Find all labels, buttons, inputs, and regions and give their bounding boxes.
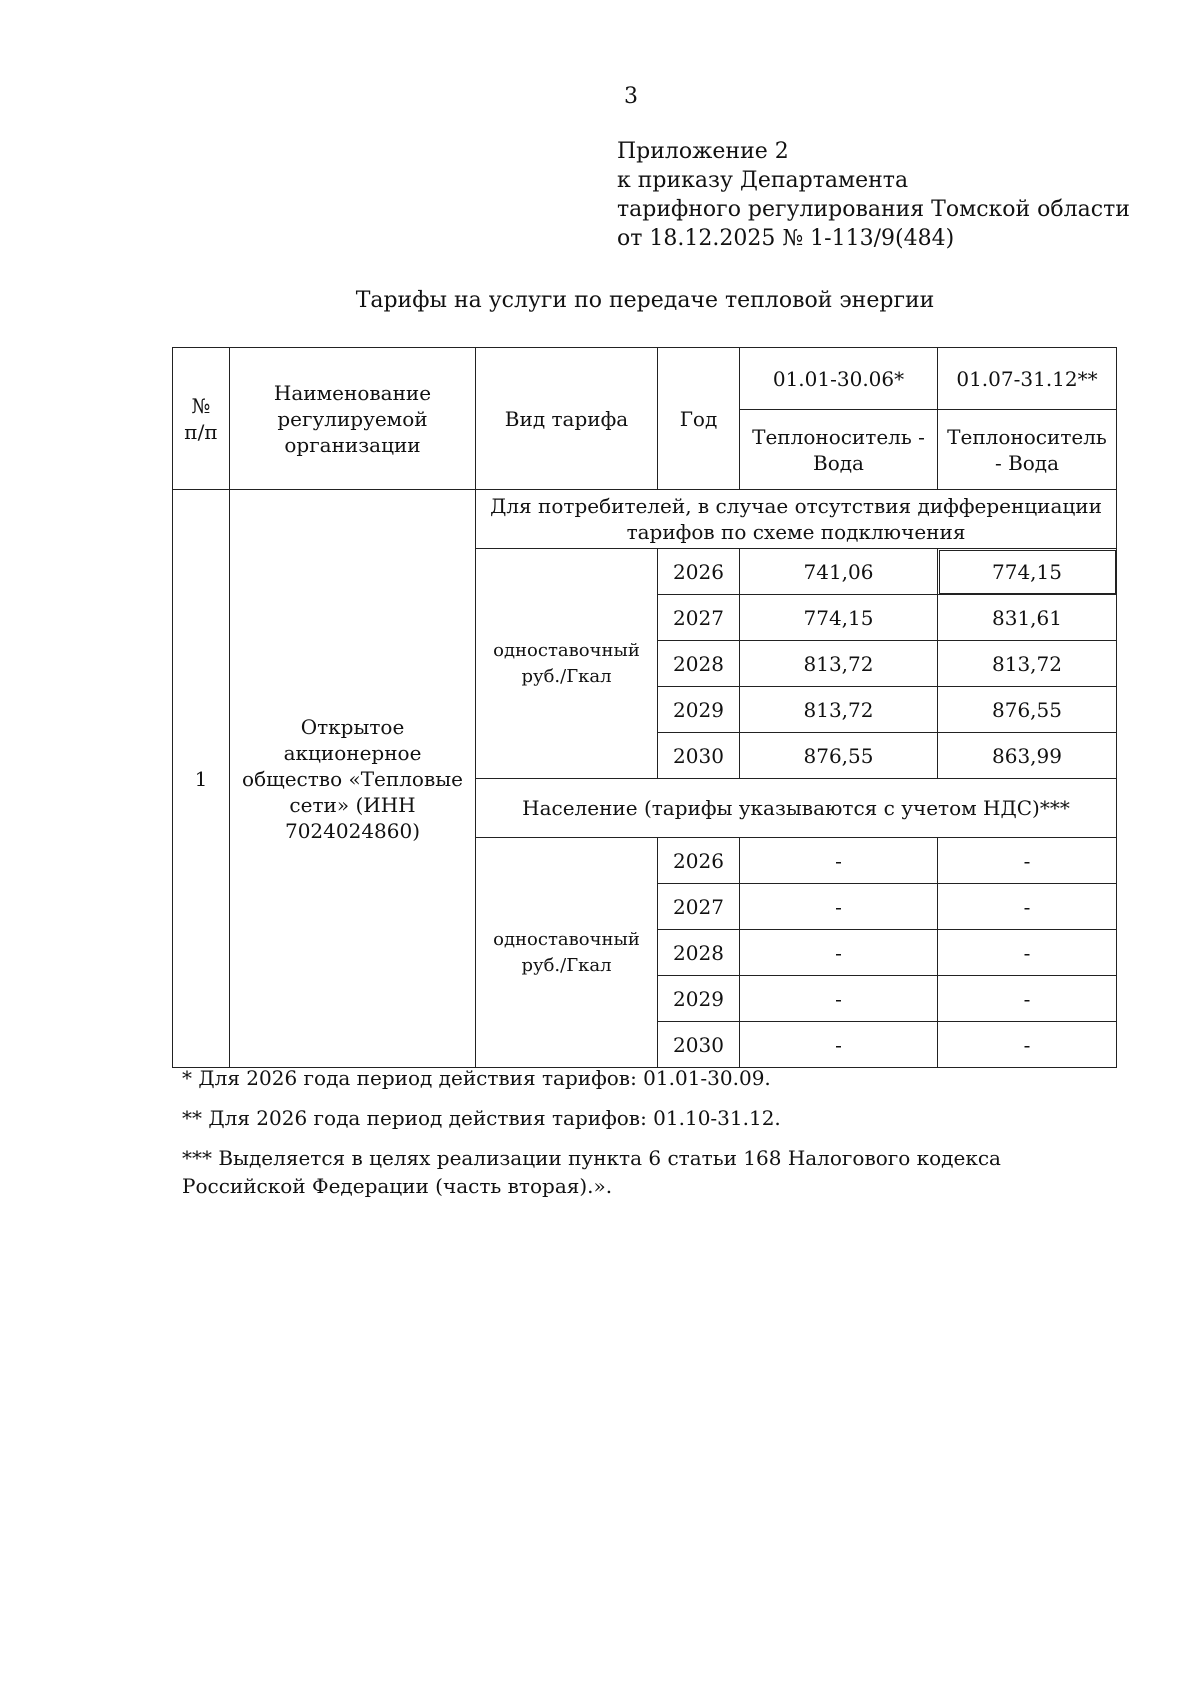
header-carrier-2: Теплоноситель - Вода <box>938 410 1117 490</box>
tariff-value: - <box>740 838 938 884</box>
tariff-value: 774,15 <box>740 595 938 641</box>
header-tariff-type: Вид тарифа <box>476 348 658 490</box>
page-number: 3 <box>624 84 638 109</box>
year-cell: 2026 <box>658 838 740 884</box>
footnote-1: * Для 2026 года период действия тарифов: 01.01-30.09. <box>182 1066 771 1090</box>
section-title-population: Население (тарифы указываются с учетом НДС)*** <box>476 779 1117 838</box>
appendix-line-2: к приказу Департамента <box>617 168 909 193</box>
tariff-value: - <box>740 976 938 1022</box>
tariff-value: - <box>740 884 938 930</box>
header-period-1: 01.01-30.06* <box>740 348 938 410</box>
appendix-header <box>617 137 1130 253</box>
appendix-line-3: тарифного регулирования Томской области <box>617 197 1130 222</box>
year-cell: 2030 <box>658 733 740 779</box>
organization-name: Открытое акционерное общество «Тепловые сети» (ИНН 7024024860) <box>230 490 476 1068</box>
tariff-value: 831,61 <box>938 595 1117 641</box>
tariff-type-cell: одноставочный руб./Гкал <box>476 838 658 1068</box>
tariff-value: 813,72 <box>740 641 938 687</box>
year-cell: 2030 <box>658 1022 740 1068</box>
header-carrier-1: Теплоноситель - Вода <box>740 410 938 490</box>
tariff-value: - <box>938 976 1117 1022</box>
section-title-consumers: Для потребителей, в случае отсутствия дифференциации тарифов по схеме подключения <box>476 490 1117 549</box>
tariff-value: 876,55 <box>740 733 938 779</box>
appendix-line-1: Приложение 2 <box>617 139 789 164</box>
tariff-value: 876,55 <box>938 687 1117 733</box>
tariff-value: - <box>740 930 938 976</box>
year-cell: 2028 <box>658 930 740 976</box>
tariff-value: 774,15 <box>938 549 1117 595</box>
header-year: Год <box>658 348 740 490</box>
tariff-value: - <box>938 884 1117 930</box>
appendix-line-4: от 18.12.2025 № 1-113/9(484) <box>617 226 955 251</box>
header-period-2: 01.07-31.12** <box>938 348 1117 410</box>
footnote-2: ** Для 2026 года период действия тарифов: 01.10-31.12. <box>182 1106 781 1130</box>
tariff-value: 813,72 <box>938 641 1117 687</box>
year-cell: 2029 <box>658 976 740 1022</box>
tariff-value: - <box>938 1022 1117 1068</box>
tariff-value: - <box>740 1022 938 1068</box>
row-number: 1 <box>173 490 230 1068</box>
tariff-table <box>172 347 1117 1068</box>
footnote-3: *** Выделяется в целях реализации пункта 6 статьи 168 Налогового кодекса Российской Федерации (часть вторая).». <box>182 1146 1001 1198</box>
tariff-type-cell: одноставочный руб./Гкал <box>476 549 658 779</box>
footnotes <box>182 1064 1112 1212</box>
header-num: № п/п <box>173 348 230 490</box>
tariff-value: - <box>938 930 1117 976</box>
year-cell: 2028 <box>658 641 740 687</box>
tariff-value: 863,99 <box>938 733 1117 779</box>
year-cell: 2026 <box>658 549 740 595</box>
tariff-value: - <box>938 838 1117 884</box>
document-title: Тарифы на услуги по передаче тепловой энергии <box>355 288 935 313</box>
year-cell: 2027 <box>658 884 740 930</box>
header-org: Наименование регулируемой организации <box>230 348 476 490</box>
tariff-value: 741,06 <box>740 549 938 595</box>
tariff-value: 813,72 <box>740 687 938 733</box>
year-cell: 2029 <box>658 687 740 733</box>
year-cell: 2027 <box>658 595 740 641</box>
